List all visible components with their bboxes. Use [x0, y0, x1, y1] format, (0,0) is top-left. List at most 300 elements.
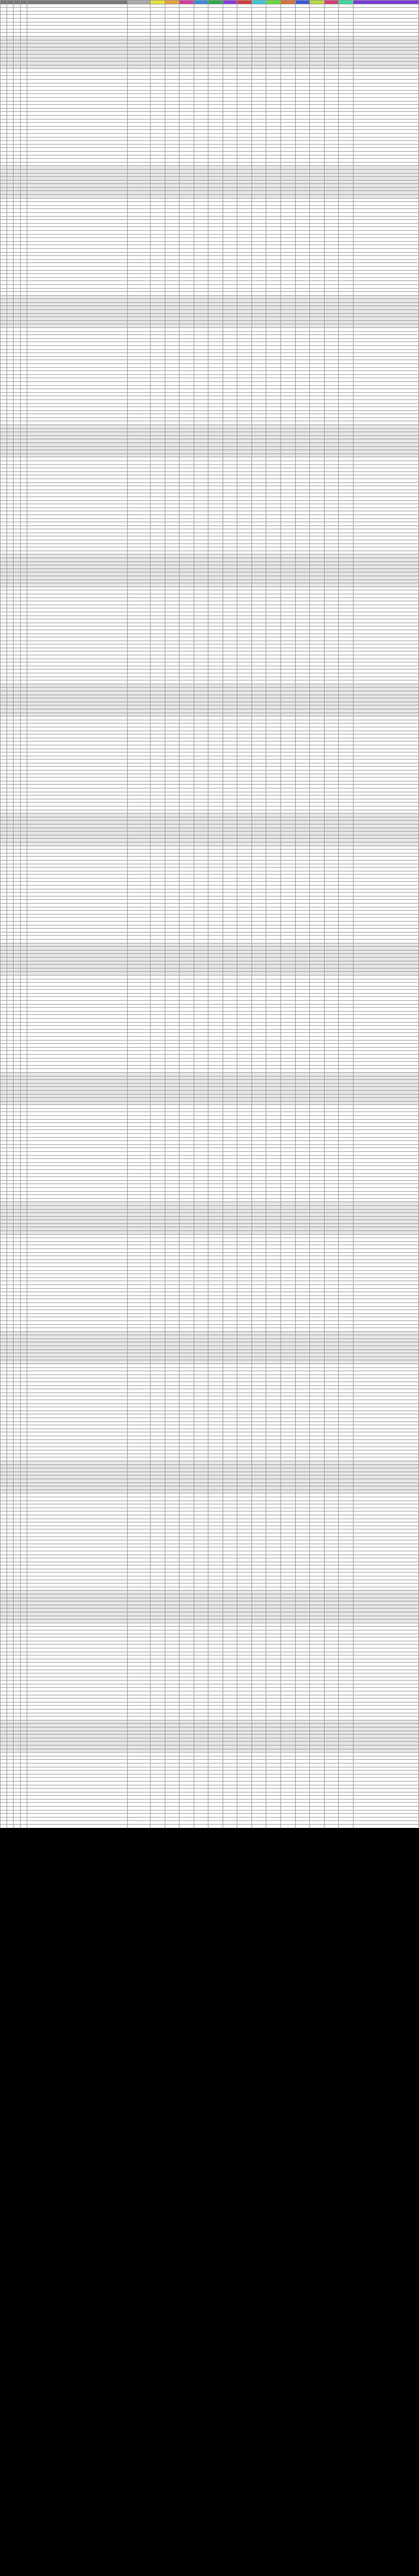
- table-cell[interactable]: [27, 234, 127, 238]
- table-cell[interactable]: [27, 363, 127, 367]
- table-row[interactable]: [1, 295, 419, 299]
- table-cell[interactable]: [27, 569, 127, 572]
- table-cell[interactable]: [27, 425, 127, 429]
- table-cell[interactable]: [27, 626, 127, 630]
- table-row[interactable]: [1, 576, 419, 580]
- table-cell[interactable]: [27, 328, 127, 332]
- table-row[interactable]: [1, 29, 419, 33]
- table-cell[interactable]: [27, 450, 127, 454]
- table-row[interactable]: [1, 572, 419, 576]
- table-row[interactable]: [1, 284, 419, 288]
- table-cell[interactable]: [27, 810, 127, 814]
- table-cell[interactable]: [27, 572, 127, 576]
- table-row[interactable]: [1, 274, 419, 278]
- column-header[interactable]: [165, 1, 179, 4]
- table-row[interactable]: [1, 594, 419, 597]
- table-cell[interactable]: [27, 389, 127, 393]
- table-cell[interactable]: [27, 410, 127, 414]
- table-row[interactable]: [1, 83, 419, 87]
- table-row[interactable]: [1, 695, 419, 698]
- table-row[interactable]: [1, 324, 419, 328]
- table-row[interactable]: [1, 162, 419, 166]
- table-cell[interactable]: [27, 814, 127, 817]
- table-cell[interactable]: [27, 18, 127, 22]
- table-row[interactable]: [1, 62, 419, 65]
- table-cell[interactable]: [27, 263, 127, 267]
- table-row[interactable]: [1, 612, 419, 615]
- table-row[interactable]: [1, 69, 419, 73]
- table-row[interactable]: [1, 536, 419, 540]
- table-row[interactable]: [1, 482, 419, 486]
- table-cell[interactable]: [27, 706, 127, 709]
- table-cell[interactable]: [27, 788, 127, 792]
- table-cell[interactable]: [27, 94, 127, 98]
- table-cell[interactable]: [27, 558, 127, 562]
- table-cell[interactable]: [27, 482, 127, 486]
- table-cell[interactable]: [27, 799, 127, 803]
- table-row[interactable]: [1, 4, 419, 8]
- table-row[interactable]: [1, 673, 419, 677]
- table-row[interactable]: [1, 666, 419, 670]
- table-row[interactable]: [1, 33, 419, 37]
- table-cell[interactable]: [27, 44, 127, 47]
- table-row[interactable]: [1, 367, 419, 371]
- table-cell[interactable]: [27, 367, 127, 371]
- table-cell[interactable]: [27, 540, 127, 544]
- table-row[interactable]: [1, 590, 419, 594]
- table-cell[interactable]: [27, 371, 127, 375]
- table-cell[interactable]: [27, 623, 127, 626]
- table-cell[interactable]: [27, 770, 127, 774]
- table-row[interactable]: [1, 288, 419, 292]
- table-row[interactable]: [1, 306, 419, 310]
- table-cell[interactable]: [27, 80, 127, 83]
- table-row[interactable]: [1, 738, 419, 742]
- column-header[interactable]: [252, 1, 266, 4]
- table-cell[interactable]: [27, 680, 127, 684]
- table-row[interactable]: [1, 220, 419, 224]
- table-cell[interactable]: [27, 504, 127, 508]
- table-cell[interactable]: [27, 760, 127, 763]
- table-row[interactable]: [1, 108, 419, 112]
- table-row[interactable]: [1, 40, 419, 44]
- table-row[interactable]: [1, 493, 419, 497]
- table-cell[interactable]: [27, 688, 127, 691]
- table-row[interactable]: [1, 644, 419, 648]
- table-row[interactable]: [1, 270, 419, 274]
- column-header[interactable]: [353, 1, 418, 4]
- table-cell[interactable]: [27, 489, 127, 493]
- table-row[interactable]: [1, 116, 419, 119]
- table-cell[interactable]: [27, 177, 127, 181]
- table-row[interactable]: [1, 558, 419, 562]
- column-header[interactable]: [223, 1, 237, 4]
- table-cell[interactable]: [27, 162, 127, 166]
- table-row[interactable]: [1, 529, 419, 533]
- table-row[interactable]: [1, 310, 419, 314]
- table-cell[interactable]: [27, 403, 127, 407]
- table-row[interactable]: [1, 342, 419, 346]
- table-row[interactable]: [1, 256, 419, 260]
- table-cell[interactable]: [27, 745, 127, 749]
- table-row[interactable]: [1, 356, 419, 360]
- table-cell[interactable]: [27, 191, 127, 195]
- table-cell[interactable]: [27, 475, 127, 479]
- table-cell[interactable]: [27, 36, 127, 40]
- table-cell[interactable]: [27, 274, 127, 278]
- table-row[interactable]: [1, 389, 419, 393]
- table-row[interactable]: [1, 94, 419, 98]
- table-row[interactable]: [1, 51, 419, 55]
- table-row[interactable]: [1, 709, 419, 713]
- table-cell[interactable]: [27, 518, 127, 522]
- table-cell[interactable]: [27, 702, 127, 706]
- table-cell[interactable]: [27, 576, 127, 580]
- table-cell[interactable]: [27, 691, 127, 695]
- table-cell[interactable]: [27, 453, 127, 457]
- table-row[interactable]: [1, 87, 419, 91]
- table-row[interactable]: [1, 641, 419, 644]
- table-row[interactable]: [1, 65, 419, 69]
- table-cell[interactable]: [27, 727, 127, 731]
- table-cell[interactable]: [27, 180, 127, 184]
- table-row[interactable]: [1, 446, 419, 450]
- table-row[interactable]: [1, 471, 419, 475]
- table-cell[interactable]: [27, 724, 127, 727]
- table-cell[interactable]: [27, 738, 127, 742]
- table-row[interactable]: [1, 569, 419, 572]
- table-cell[interactable]: [27, 11, 127, 15]
- table-row[interactable]: [1, 238, 419, 242]
- table-row[interactable]: [1, 457, 419, 461]
- table-row[interactable]: [1, 727, 419, 731]
- table-row[interactable]: [1, 54, 419, 58]
- table-cell[interactable]: [27, 72, 127, 76]
- table-row[interactable]: [1, 213, 419, 217]
- table-cell[interactable]: [27, 213, 127, 217]
- table-row[interactable]: [1, 464, 419, 468]
- table-row[interactable]: [1, 205, 419, 209]
- table-row[interactable]: [1, 292, 419, 296]
- table-cell[interactable]: [27, 33, 127, 37]
- table-row[interactable]: [1, 724, 419, 727]
- table-row[interactable]: [1, 543, 419, 547]
- table-cell[interactable]: [27, 277, 127, 281]
- table-cell[interactable]: [27, 763, 127, 767]
- table-cell[interactable]: [27, 554, 127, 558]
- table-row[interactable]: [1, 785, 419, 788]
- table-row[interactable]: [1, 486, 419, 490]
- table-cell[interactable]: [27, 662, 127, 666]
- table-row[interactable]: [1, 414, 419, 418]
- table-row[interactable]: [1, 338, 419, 342]
- table-cell[interactable]: [27, 133, 127, 137]
- table-cell[interactable]: [27, 299, 127, 303]
- table-row[interactable]: [1, 119, 419, 123]
- table-row[interactable]: [1, 346, 419, 350]
- table-row[interactable]: [1, 817, 419, 821]
- table-row[interactable]: [1, 540, 419, 544]
- table-cell[interactable]: [27, 130, 127, 134]
- table-cell[interactable]: [27, 98, 127, 101]
- table-cell[interactable]: [27, 756, 127, 760]
- table-cell[interactable]: [27, 493, 127, 497]
- table-cell[interactable]: [27, 87, 127, 91]
- table-row[interactable]: [1, 360, 419, 364]
- table-row[interactable]: [1, 659, 419, 662]
- table-cell[interactable]: [27, 346, 127, 350]
- table-cell[interactable]: [27, 284, 127, 288]
- table-cell[interactable]: [27, 385, 127, 389]
- table-cell[interactable]: [27, 500, 127, 504]
- table-row[interactable]: [1, 8, 419, 11]
- table-cell[interactable]: [27, 105, 127, 109]
- table-row[interactable]: [1, 227, 419, 231]
- table-cell[interactable]: [27, 151, 127, 155]
- table-row[interactable]: [1, 141, 419, 145]
- table-row[interactable]: [1, 241, 419, 245]
- table-row[interactable]: [1, 497, 419, 500]
- table-cell[interactable]: [27, 108, 127, 112]
- table-row[interactable]: [1, 15, 419, 19]
- table-row[interactable]: [1, 781, 419, 785]
- table-row[interactable]: [1, 453, 419, 457]
- table-cell[interactable]: [27, 443, 127, 447]
- table-cell[interactable]: [27, 670, 127, 673]
- table-row[interactable]: [1, 615, 419, 619]
- table-cell[interactable]: [27, 47, 127, 51]
- table-cell[interactable]: [27, 184, 127, 188]
- table-row[interactable]: [1, 169, 419, 173]
- table-cell[interactable]: [27, 245, 127, 249]
- table-row[interactable]: [1, 259, 419, 263]
- table-row[interactable]: [1, 90, 419, 94]
- table-row[interactable]: [1, 234, 419, 238]
- table-cell[interactable]: [27, 525, 127, 529]
- table-row[interactable]: [1, 112, 419, 116]
- table-cell[interactable]: [27, 159, 127, 163]
- table-cell[interactable]: [27, 227, 127, 231]
- table-row[interactable]: [1, 742, 419, 745]
- table-row[interactable]: [1, 806, 419, 810]
- table-cell[interactable]: [27, 457, 127, 461]
- table-row[interactable]: [1, 770, 419, 774]
- table-row[interactable]: [1, 266, 419, 270]
- table-row[interactable]: [1, 435, 419, 439]
- column-header[interactable]: [194, 1, 208, 4]
- table-row[interactable]: [1, 608, 419, 612]
- table-cell[interactable]: [27, 407, 127, 411]
- table-row[interactable]: [1, 123, 419, 127]
- table-row[interactable]: [1, 716, 419, 720]
- table-row[interactable]: [1, 551, 419, 554]
- table-row[interactable]: [1, 231, 419, 235]
- table-row[interactable]: [1, 58, 419, 62]
- table-row[interactable]: [1, 489, 419, 493]
- table-cell[interactable]: [27, 187, 127, 191]
- table-row[interactable]: [1, 36, 419, 40]
- table-row[interactable]: [1, 720, 419, 724]
- table-row[interactable]: [1, 378, 419, 382]
- table-cell[interactable]: [27, 648, 127, 652]
- table-cell[interactable]: [27, 155, 127, 159]
- table-row[interactable]: [1, 47, 419, 51]
- column-header[interactable]: [14, 1, 20, 4]
- table-row[interactable]: [1, 302, 419, 306]
- table-cell[interactable]: [27, 731, 127, 734]
- table-cell[interactable]: [27, 399, 127, 403]
- table-cell[interactable]: [27, 601, 127, 605]
- table-cell[interactable]: [27, 116, 127, 119]
- table-row[interactable]: [1, 44, 419, 47]
- table-cell[interactable]: [27, 428, 127, 432]
- table-row[interactable]: [1, 731, 419, 734]
- table-cell[interactable]: [27, 579, 127, 583]
- table-cell[interactable]: [27, 374, 127, 378]
- table-cell[interactable]: [27, 205, 127, 209]
- table-row[interactable]: [1, 18, 419, 22]
- table-row[interactable]: [1, 403, 419, 407]
- table-row[interactable]: [1, 202, 419, 206]
- table-row[interactable]: [1, 533, 419, 536]
- table-row[interactable]: [1, 392, 419, 396]
- column-header[interactable]: [27, 1, 127, 4]
- table-cell[interactable]: [27, 597, 127, 601]
- table-row[interactable]: [1, 518, 419, 522]
- table-cell[interactable]: [27, 435, 127, 439]
- table-cell[interactable]: [27, 644, 127, 648]
- column-header[interactable]: [324, 1, 339, 4]
- table-cell[interactable]: [27, 709, 127, 713]
- table-row[interactable]: [1, 561, 419, 565]
- table-row[interactable]: [1, 479, 419, 482]
- table-cell[interactable]: [27, 479, 127, 482]
- table-row[interactable]: [1, 745, 419, 749]
- table-cell[interactable]: [27, 15, 127, 19]
- table-cell[interactable]: [27, 223, 127, 227]
- table-row[interactable]: [1, 706, 419, 709]
- table-row[interactable]: [1, 630, 419, 633]
- table-row[interactable]: [1, 796, 419, 799]
- table-cell[interactable]: [27, 26, 127, 29]
- table-row[interactable]: [1, 677, 419, 680]
- table-cell[interactable]: [27, 137, 127, 141]
- table-row[interactable]: [1, 515, 419, 518]
- column-header[interactable]: [310, 1, 325, 4]
- table-row[interactable]: [1, 583, 419, 587]
- table-row[interactable]: [1, 245, 419, 249]
- table-row[interactable]: [1, 216, 419, 220]
- table-row[interactable]: [1, 22, 419, 26]
- table-cell[interactable]: [27, 533, 127, 536]
- table-row[interactable]: [1, 767, 419, 770]
- table-row[interactable]: [1, 195, 419, 199]
- table-cell[interactable]: [27, 173, 127, 177]
- table-row[interactable]: [1, 619, 419, 623]
- table-cell[interactable]: [27, 231, 127, 235]
- table-row[interactable]: [1, 749, 419, 752]
- table-cell[interactable]: [27, 684, 127, 688]
- table-cell[interactable]: [27, 641, 127, 644]
- table-cell[interactable]: [27, 288, 127, 292]
- table-cell[interactable]: [27, 252, 127, 256]
- column-header[interactable]: [20, 1, 27, 4]
- table-cell[interactable]: [27, 62, 127, 65]
- table-cell[interactable]: [27, 529, 127, 533]
- table-row[interactable]: [1, 209, 419, 213]
- table-cell[interactable]: [27, 392, 127, 396]
- table-row[interactable]: [1, 774, 419, 778]
- table-row[interactable]: [1, 691, 419, 695]
- table-row[interactable]: [1, 299, 419, 303]
- table-row[interactable]: [1, 263, 419, 267]
- table-row[interactable]: [1, 623, 419, 626]
- table-cell[interactable]: [27, 238, 127, 242]
- table-cell[interactable]: [27, 123, 127, 127]
- table-row[interactable]: [1, 637, 419, 641]
- table-cell[interactable]: [27, 381, 127, 385]
- table-cell[interactable]: [27, 29, 127, 33]
- column-header[interactable]: [280, 1, 295, 4]
- table-row[interactable]: [1, 684, 419, 688]
- table-cell[interactable]: [27, 612, 127, 615]
- table-row[interactable]: [1, 648, 419, 652]
- table-cell[interactable]: [27, 76, 127, 80]
- table-row[interactable]: [1, 633, 419, 637]
- table-row[interactable]: [1, 248, 419, 252]
- table-cell[interactable]: [27, 306, 127, 310]
- table-row[interactable]: [1, 98, 419, 101]
- table-cell[interactable]: [27, 166, 127, 170]
- table-cell[interactable]: [27, 335, 127, 339]
- table-cell[interactable]: [27, 713, 127, 716]
- table-row[interactable]: [1, 76, 419, 80]
- table-row[interactable]: [1, 587, 419, 590]
- table-row[interactable]: [1, 320, 419, 324]
- table-row[interactable]: [1, 328, 419, 332]
- table-cell[interactable]: [27, 281, 127, 285]
- table-cell[interactable]: [27, 464, 127, 468]
- table-row[interactable]: [1, 349, 419, 353]
- table-cell[interactable]: [27, 543, 127, 547]
- table-cell[interactable]: [27, 396, 127, 400]
- table-row[interactable]: [1, 680, 419, 684]
- column-header[interactable]: [1, 1, 7, 4]
- table-cell[interactable]: [27, 583, 127, 587]
- table-cell[interactable]: [27, 587, 127, 590]
- table-row[interactable]: [1, 173, 419, 177]
- table-cell[interactable]: [27, 486, 127, 490]
- table-cell[interactable]: [27, 781, 127, 785]
- table-cell[interactable]: [27, 698, 127, 702]
- table-row[interactable]: [1, 803, 419, 806]
- table-row[interactable]: [1, 605, 419, 608]
- table-cell[interactable]: [27, 4, 127, 8]
- table-cell[interactable]: [27, 83, 127, 87]
- table-cell[interactable]: [27, 69, 127, 73]
- table-row[interactable]: [1, 410, 419, 414]
- column-header[interactable]: [179, 1, 194, 4]
- table-cell[interactable]: [27, 378, 127, 382]
- table-cell[interactable]: [27, 148, 127, 152]
- table-cell[interactable]: [27, 270, 127, 274]
- table-row[interactable]: [1, 799, 419, 803]
- table-row[interactable]: [1, 432, 419, 436]
- table-row[interactable]: [1, 180, 419, 184]
- table-row[interactable]: [1, 101, 419, 105]
- table-row[interactable]: [1, 80, 419, 83]
- table-row[interactable]: [1, 371, 419, 375]
